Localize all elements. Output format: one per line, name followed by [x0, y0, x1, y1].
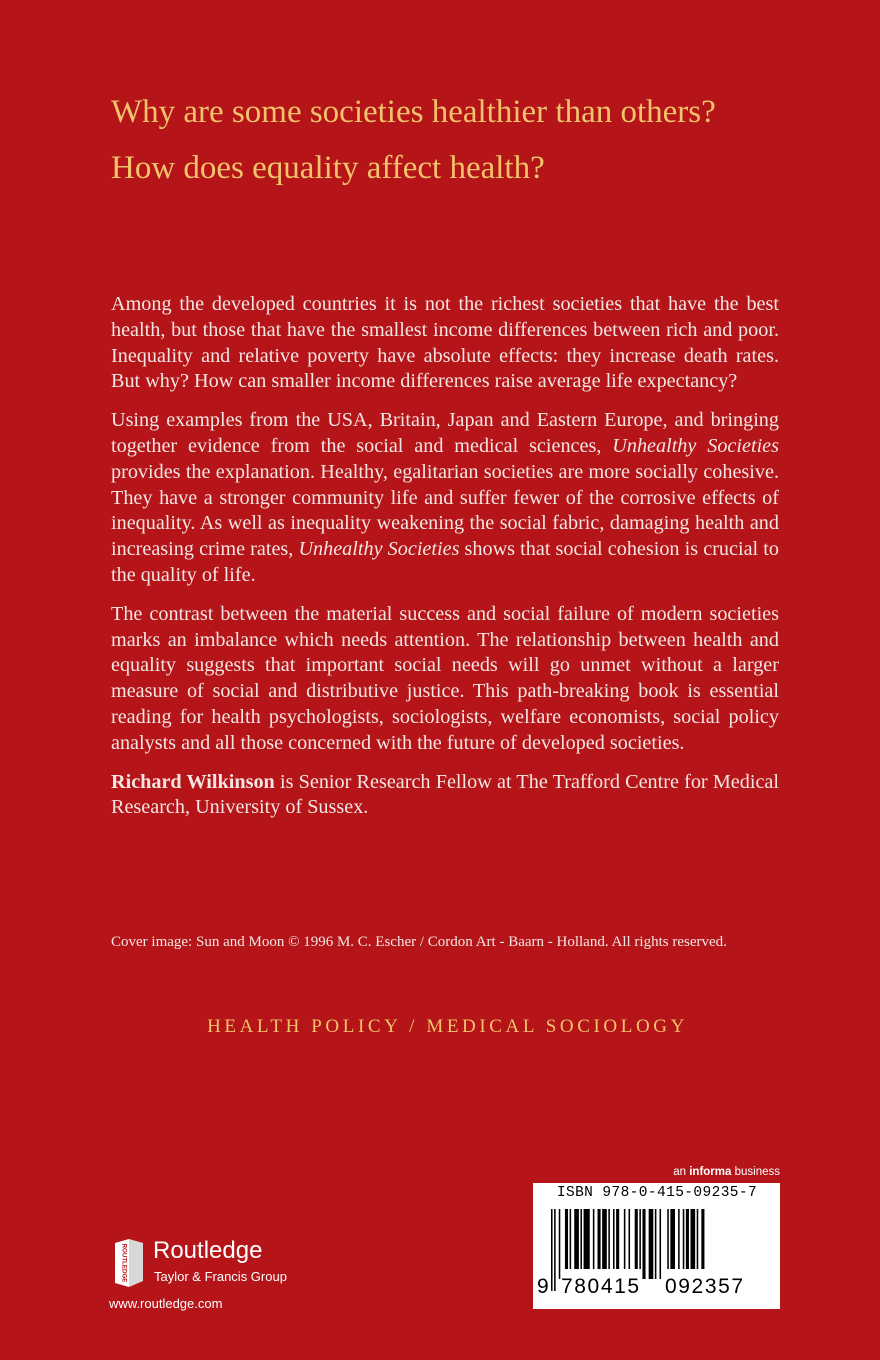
informa-prefix: an: [673, 1166, 690, 1178]
headline-question-1: Why are some societies healthier than others?: [111, 94, 716, 130]
book-title: Unhealthy Societies: [298, 538, 460, 561]
publisher-name: Routledge: [153, 1237, 263, 1264]
blurb-paragraph-3: The contrast between the material success and social failure of modern societies marks an imbalance which needs attention. The relationship between health and equality suggests that important social needs will go unmet without a larger measure of social and distributive justice. This path-breaking book is essential reading for health psychologists, sociologists, welfare economists, social policy analysts and all those concerned with the future of developed societies.: [111, 602, 779, 754]
author-bio-text: is Senior Research Fellow at The Trafford Centre for Medical Research, University of Sussex.: [111, 770, 779, 819]
barcode-first-digit: 9: [537, 1269, 549, 1305]
isbn-label: ISBN 978-0-415-09235-7: [556, 1185, 758, 1201]
headline-question-2: How does equality affect health?: [111, 150, 545, 186]
barcode-right-group: 092357: [665, 1269, 745, 1305]
logo-lettering: ROUTLEDGE: [120, 1243, 128, 1283]
blurb-paragraph-1: Among the developed countries it is not the richest societies that have the best health, but those that have the smallest income differences between rich and poor. Inequality and relative poverty have absolute effects: they increase death rates. But why? How can smaller income differences raise average life expectancy?: [111, 293, 779, 393]
book-title: Unhealthy Societies: [612, 434, 779, 457]
routledge-logo-icon: [109, 1237, 149, 1291]
blurb-text: provides the explanation. Healthy, egalitarian societies are more socially cohesive. They have a stronger community life and suffer fewer of the corrosive effects of inequality. As well as inequality weakening the social fabric, damaging health and increasing crime rates,: [111, 460, 779, 561]
informa-brand: informa: [689, 1166, 732, 1178]
publisher-url: www.routledge.com: [109, 1296, 223, 1311]
subject-category: HEALTH POLICY / MEDICAL SOCIOLOGY: [207, 1016, 688, 1037]
author-name: Richard Wilkinson: [111, 770, 275, 793]
barcode-digits: [537, 1269, 777, 1305]
blurb-text: Using examples from the USA, Britain, Japan and Eastern Europe, and bringing together evidence from the social and medical sciences,: [111, 409, 779, 457]
headline: [111, 84, 791, 196]
blurb-text: shows that social cohesion is crucial to the quality of life.: [111, 538, 779, 586]
publisher-block: [109, 1233, 369, 1293]
blurb-paragraph-2: [111, 408, 779, 589]
informa-business-label: [660, 1165, 780, 1179]
publisher-group: Taylor & Francis Group: [154, 1269, 287, 1284]
barcode-box: [533, 1183, 780, 1309]
cover-image-credit: Cover image: Sun and Moon © 1996 M. C. Escher / Cordon Art - Baarn - Holland. All rights reserved.: [111, 934, 727, 950]
blurb: [111, 292, 779, 834]
informa-suffix: business: [731, 1166, 780, 1178]
barcode-left-group: 780415: [561, 1269, 641, 1305]
author-bio: [111, 770, 779, 822]
